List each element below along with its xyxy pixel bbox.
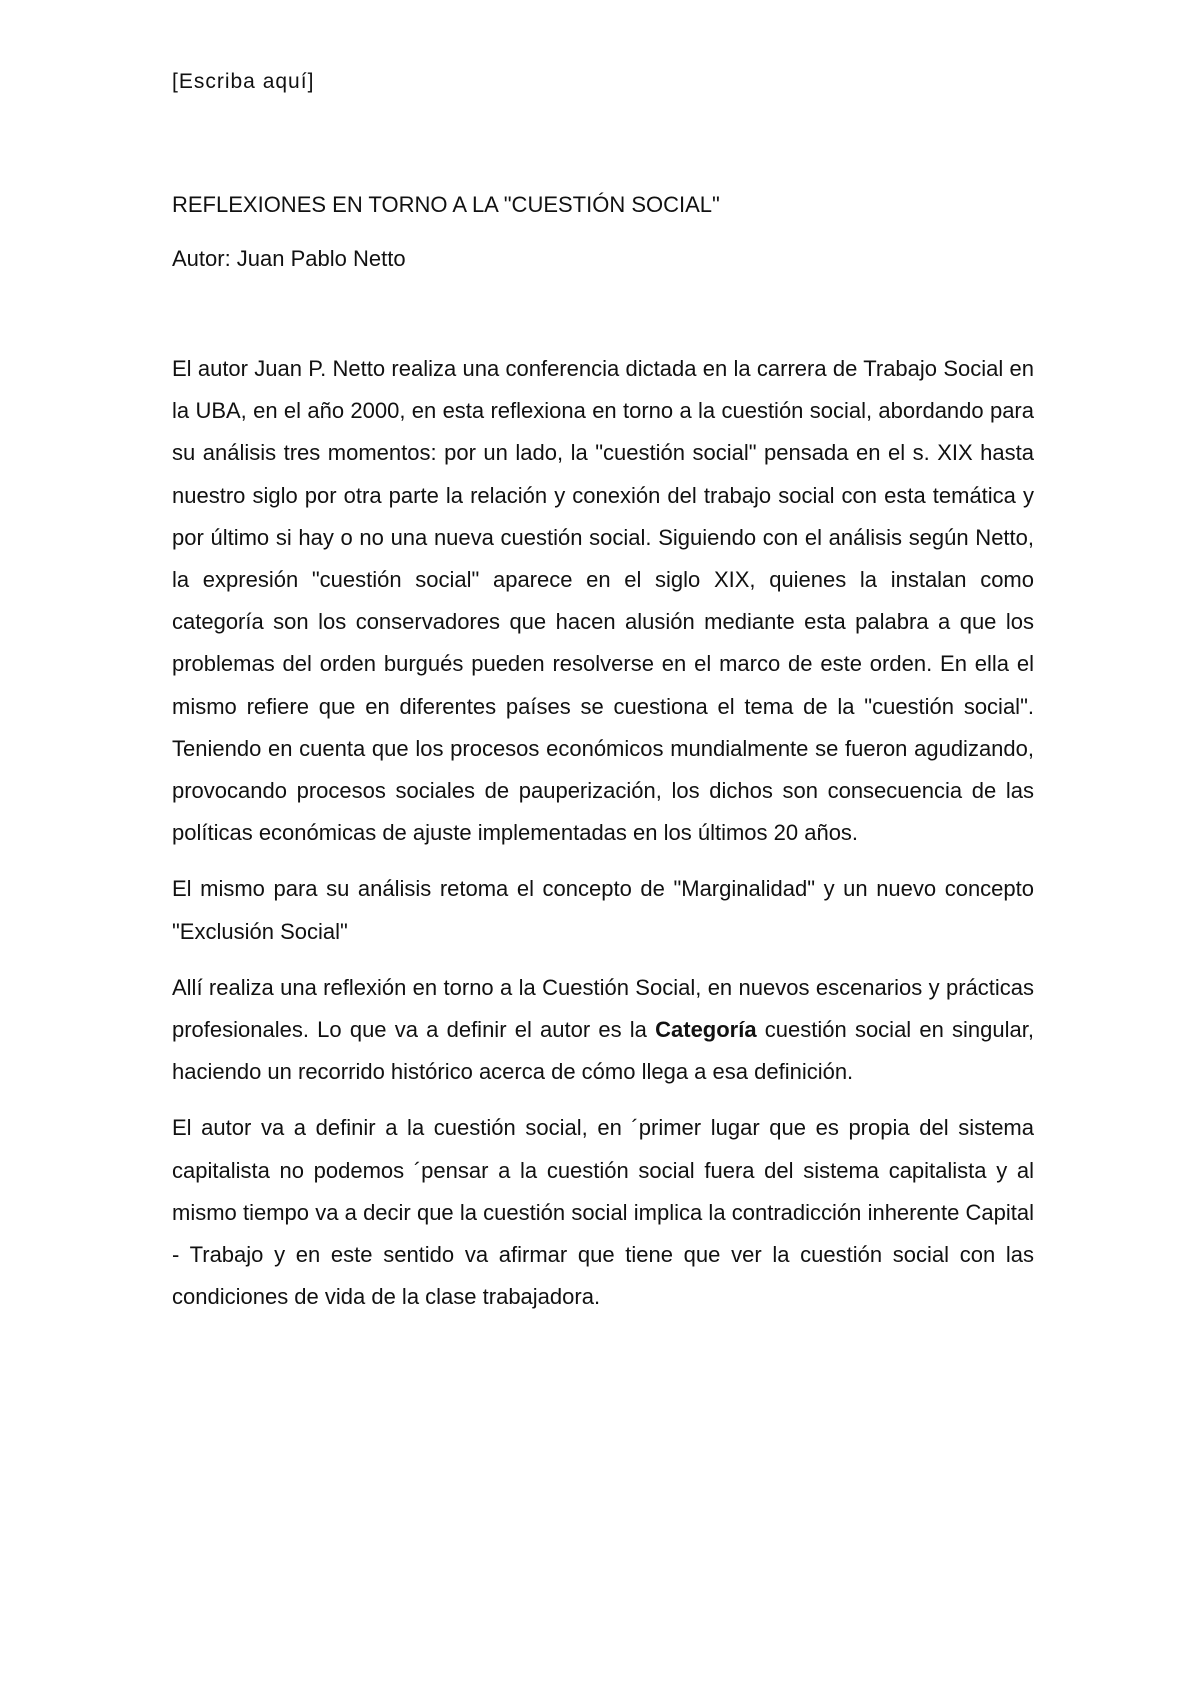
header-placeholder[interactable]: [Escriba aquí]: [172, 70, 315, 93]
document-content: [172, 190, 1034, 1318]
bold-term-categoria: Categoría: [655, 1017, 757, 1043]
paragraph-2: El mismo para su análisis retoma el concepto de "Marginalidad" y un nuevo concepto "Exclusión Social": [172, 876, 1034, 944]
paragraph-3-text-end: cuestión social en singular, haciendo un recorrido histórico acerca de cómo llega a esa definición.: [172, 1017, 1034, 1085]
paragraph-3: [172, 967, 1034, 1094]
paragraph-1: El autor Juan P. Netto realiza una conferencia dictada en la carrera de Trabajo Social en la UBA, en el año 2000, en esta reflexiona en torno a la cuestión social, abordando para su análisis tres momentos: por un lado, la "cuestión social" pensada en el s. XIX hasta nuestro siglo por otra parte la relación y conexión del trabajo social con esta temática y por último si hay o no una nueva cuestión social. Siguiendo con el análisis según Netto, la expresión "cuestión social" aparece en el siglo XIX, quienes la instalan como categoría son los conservadores que hacen alusión mediante esta palabra a que los problemas del orden burgués pueden resolverse en el marco de este orden. En ella el mismo refiere que en diferentes países se cuestiona el tema de la "cuestión social". Teniendo en cuenta que los procesos económicos mundialmente se fueron agudizando, provocando procesos sociales de pauperización, los dichos son consecuencia de las políticas económicas de ajuste implementadas en los últimos 20 años.: [172, 356, 1034, 846]
document-author: Autor: Juan Pablo Netto: [172, 246, 406, 271]
document-title: REFLEXIONES EN TORNO A LA "CUESTIÓN SOCIAL": [172, 192, 720, 217]
paragraph-4: El autor va a definir a la cuestión social, en ´primer lugar que es propia del sistema capitalista no podemos ´pensar a la cuestión social fuera del sistema capitalista y al mismo tiempo va a decir que la cuestión social implica la contradicción inherente Capital - Trabajo y en este sentido va afirmar que tiene que ver la cuestión social con las condiciones de vida de la clase trabajadora.: [172, 1115, 1034, 1310]
paragraph-3-text-start: Allí realiza una reflexión en torno a la Cuestión Social, en nuevos escenarios y prácticas profesionales. Lo que va a definir el autor es la: [172, 974, 1034, 1043]
